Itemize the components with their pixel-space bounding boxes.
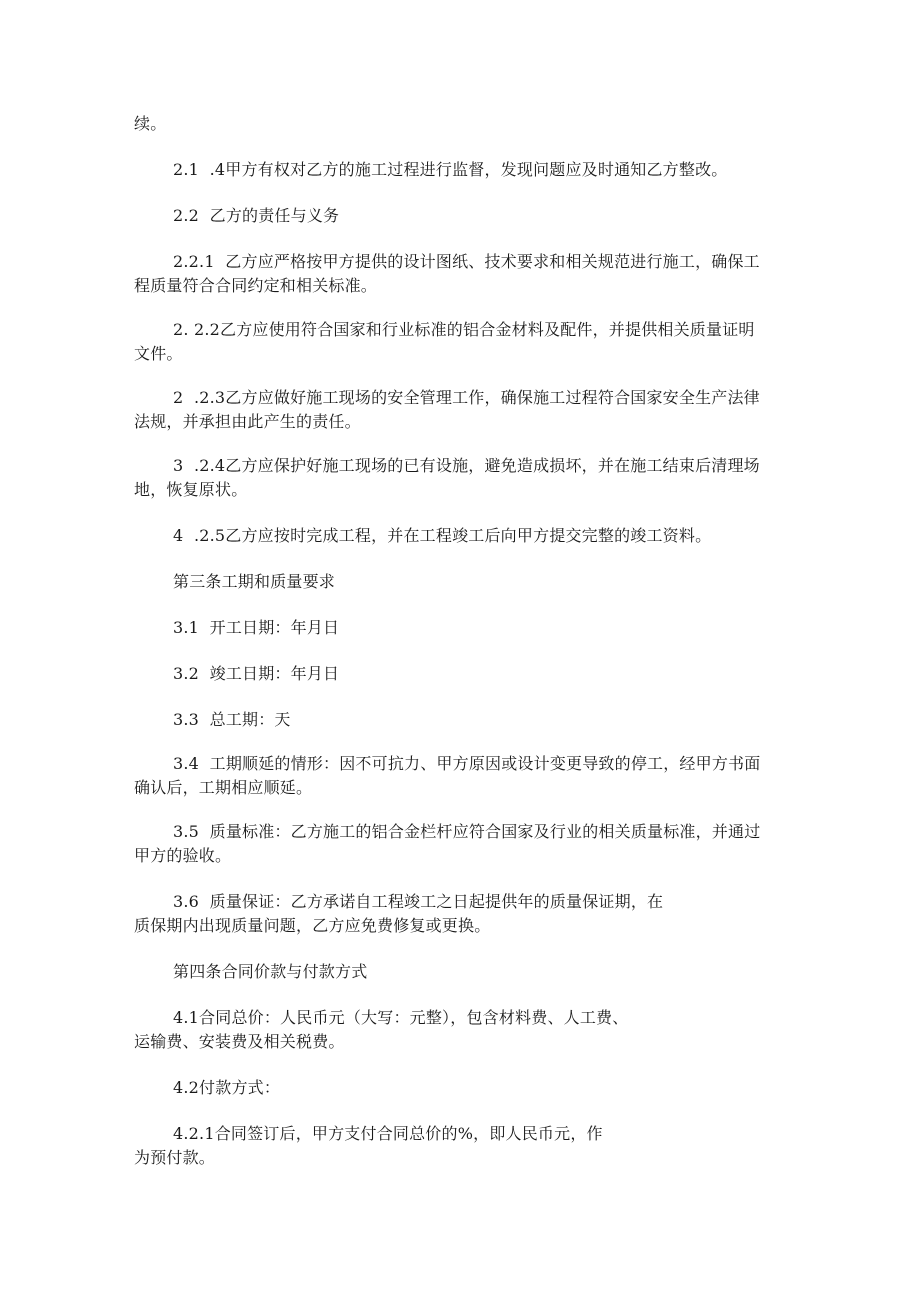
line-clause-4-1-cont: 运输费、安装费及相关税费。: [134, 1032, 345, 1051]
line-clause-2-1-4: 2.1 .4甲方有权对乙方的施工过程进行监督，发现问题应及时通知乙方整改。: [173, 160, 728, 179]
line-clause-3-2: 3.2 竣工日期：年月日: [173, 664, 340, 683]
line-clause-2-2-5: 4 .2.5乙方应按时完成工程，并在工程竣工后向甲方提交完整的竣工资料。: [173, 526, 712, 545]
line-clause-2-2-1: 2.2.1 乙方应严格按甲方提供的设计图纸、技术要求和相关规范进行施工，确保工: [173, 252, 760, 271]
line-continued: 续。: [134, 114, 167, 133]
line-clause-2-2-3-cont: 法规，并承担由此产生的责任。: [134, 412, 361, 431]
line-clause-3-3: 3.3 总工期：天: [173, 710, 291, 729]
line-clause-2-2-4: 3 .2.4乙方应保护好施工现场的已有设施，避免造成损坏，并在施工结束后清理场: [173, 456, 760, 475]
section-heading-article-4: 第四条合同价款与付款方式: [173, 962, 368, 981]
line-clause-3-5-cont: 甲方的验收。: [134, 846, 232, 865]
line-clause-3-6: 3.6 质量保证：乙方承诺自工程竣工之日起提供年的质量保证期，在: [173, 892, 664, 911]
line-clause-3-6-cont: 质保期内出现质量问题，乙方应免费修复或更换。: [134, 916, 491, 935]
line-clause-4-2-1: 4.2.1合同签订后，甲方支付合同总价的%，即人民币元，作: [173, 1124, 603, 1143]
line-clause-4-2: 4.2付款方式：: [173, 1078, 281, 1097]
line-clause-3-1: 3.1 开工日期：年月日: [173, 618, 340, 637]
line-clause-2-2-4-cont: 地，恢复原状。: [134, 480, 248, 499]
line-clause-4-1: 4.1合同总价：人民币元（大写：元整），包含材料费、人工费、: [173, 1008, 629, 1027]
line-clause-4-2-1-cont: 为预付款。: [134, 1148, 216, 1167]
line-clause-2-2-2-cont: 文件。: [134, 344, 183, 363]
line-clause-3-4: 3.4 工期顺延的情形：因不可抗力、甲方原因或设计变更导致的停工，经甲方书面: [173, 754, 761, 773]
line-clause-2-2-2: 2. 2.2乙方应使用符合国家和行业标准的铝合金材料及配件，并提供相关质量证明: [173, 320, 755, 339]
section-heading-article-3: 第三条工期和质量要求: [173, 572, 336, 591]
line-clause-3-4-cont: 确认后，工期相应顺延。: [134, 778, 313, 797]
line-clause-2-2-1-cont: 程质量符合合同约定和相关标准。: [134, 276, 378, 295]
line-clause-2-2-3: 2 .2.3乙方应做好施工现场的安全管理工作，确保施工过程符合国家安全生产法律: [173, 388, 760, 407]
section-heading-2-2: 2.2 乙方的责任与义务: [173, 206, 340, 225]
line-clause-3-5: 3.5 质量标准：乙方施工的铝合金栏杆应符合国家及行业的相关质量标准，并通过: [173, 822, 761, 841]
